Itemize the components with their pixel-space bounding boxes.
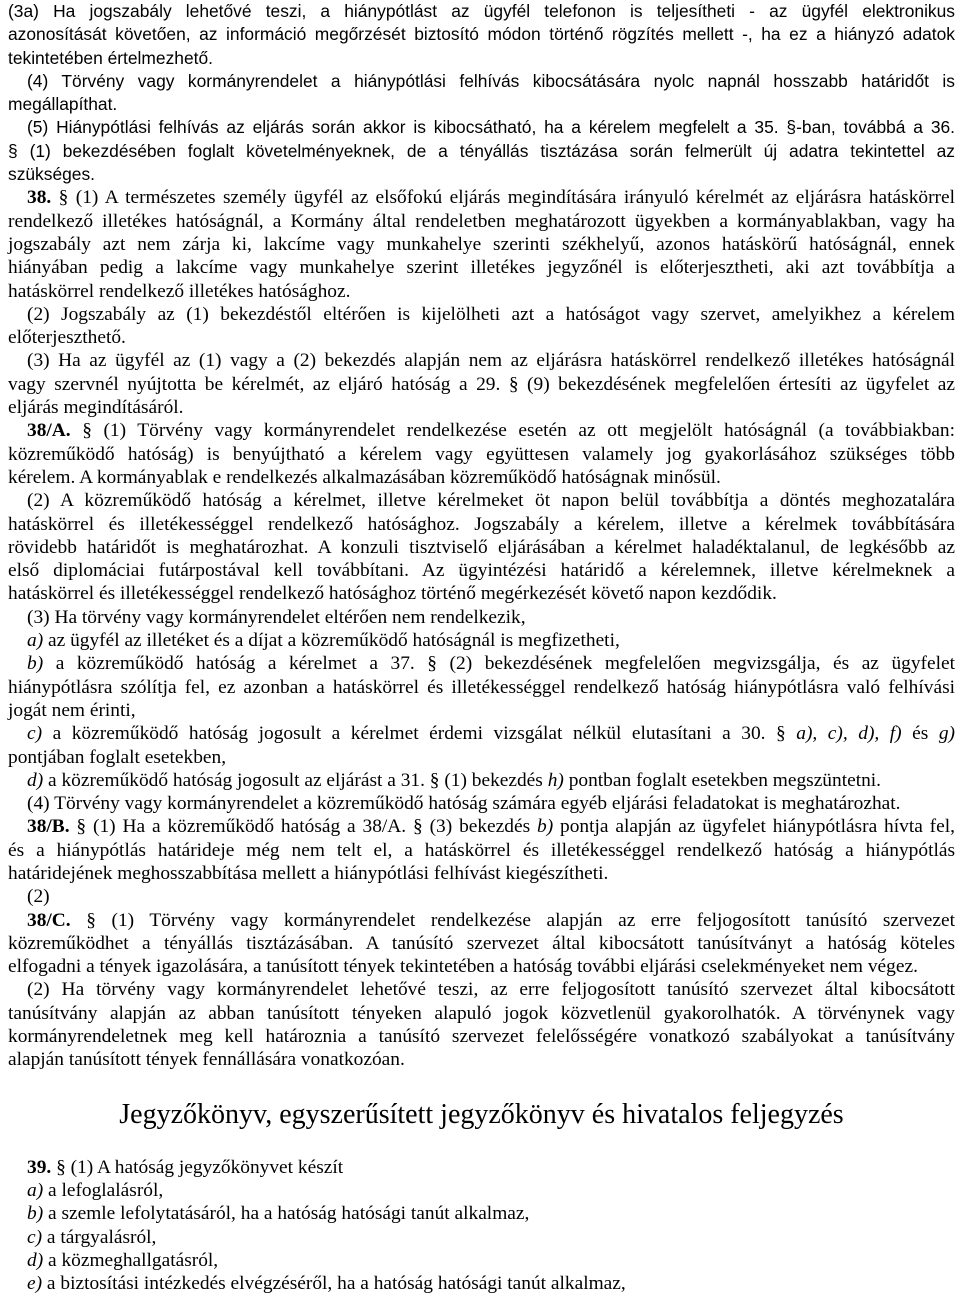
text-line	[8, 233, 955, 256]
text-line	[8, 746, 955, 769]
paragraph	[8, 606, 955, 629]
text-run: (2) Jogszabály az (1) bekezdéstől eltérően is kijelölheti azt a hatóságot vagy szervet, amelyikhez a kérelem	[27, 303, 955, 325]
point-label: c)	[27, 723, 43, 745]
text-run: (4) Törvény vagy kormányrendelet a hiánypótlási felhívás kibocsátására nyolc napnál hosszabb határidőt is	[27, 70, 955, 91]
point-label: a)	[27, 1179, 44, 1201]
text-run: pontban foglalt esetekben megszüntetni.	[563, 769, 882, 791]
paragraph	[8, 70, 955, 117]
text-run: (5) Hiánypótlási felhívás az eljárás során akkor is kibocsátható, ha a kérelem megfelelt a 35. §-ban, továbbá a 36.	[27, 117, 955, 138]
provisions-38-to-38c	[8, 186, 955, 1071]
text-run: szükséges.	[8, 164, 95, 185]
text-run: § (1) Törvény vagy kormányrendelet rendelkezése alapján az erre feljogosított tanúsító szervezet	[70, 909, 955, 931]
text-line	[8, 955, 955, 978]
text-run: a szemle lefolytatásáról, ha a hatóság hatósági tanút alkalmaz,	[43, 1203, 530, 1225]
text-line	[8, 885, 955, 908]
text-run: a közreműködő hatóság a kérelmet a 37. § (2) bekezdésének megfelelően megvizsgálja, és az ügyfelet	[43, 653, 955, 675]
paragraph	[8, 792, 955, 815]
text-line	[8, 1002, 955, 1025]
text-line	[8, 396, 955, 419]
text-line	[8, 1179, 955, 1202]
text-run: kormányrendeletnek meg kell határoznia a tanúsító szervezet felelősségére vonatkozó szabályokat a tanúsítvány	[8, 1026, 955, 1048]
text-run: kérelem. A kormányablak e rendelkezés alkalmazásában közreműködő hatóságnak minősül.	[8, 466, 721, 488]
text-line	[8, 47, 955, 70]
text-line	[8, 489, 955, 512]
point-label: d)	[27, 769, 44, 791]
point-label: g)	[938, 723, 955, 745]
text-line	[8, 1025, 955, 1048]
text-run: alapján tanúsított tények fennállására vonatkozóan.	[8, 1049, 405, 1071]
text-line	[8, 1048, 955, 1071]
paragraph	[8, 349, 955, 419]
text-run: hatáskörrel és illetékességgel rendelkező hatósághoz. Jogszabály a kérelem, illetve a kérelmek továbbítására	[8, 513, 955, 535]
text-run: jogszabály azt nem zárja ki, lakcíme vagy munkahelye szerinti székhelyű, azonos hatáskörű hatóságnál, ennek	[8, 233, 955, 255]
text-line	[8, 186, 955, 209]
section-number: 39.	[27, 1156, 52, 1178]
point-label: h)	[547, 769, 564, 791]
text-line	[8, 349, 955, 372]
paragraph	[8, 978, 955, 1071]
paragraph	[8, 116, 955, 186]
text-line	[8, 513, 955, 536]
text-line	[8, 210, 955, 233]
text-line	[8, 815, 955, 838]
text-run: vagy szervnél nyújtotta be kérelmét, az eljáró hatóság a 29. § (9) bekezdésének megfelelően értesíti az ügyfelet az	[8, 373, 955, 395]
text-line	[8, 932, 955, 955]
text-run: az ügyfél az illetéket és a díjat a közreműködő hatóságnál is megfizetheti,	[43, 630, 620, 652]
text-line	[8, 70, 955, 93]
paragraph	[8, 1179, 955, 1202]
text-run: hiánypótlásra szólítja fel, ez azonban a hatáskörrel és illetékességgel rendelkező hatóság hiánypótlásra való felhívási	[8, 676, 955, 698]
text-run: a lefoglalásról,	[43, 1179, 164, 1201]
text-line	[8, 652, 955, 675]
text-run: (2)	[27, 886, 50, 908]
point-label: a), c), d), f)	[796, 723, 902, 745]
document-page	[8, 0, 955, 1295]
text-run: § (1) A hatóság jegyzőkönyvet készít	[51, 1156, 344, 1178]
text-line	[8, 303, 955, 326]
text-run: (3a) Ha jogszabály lehetővé teszi, a hiánypótlást az ügyfél telefonon is teljesítheti - az ügyfél elektronikus	[8, 1, 955, 21]
text-line	[8, 839, 955, 862]
text-line	[8, 326, 955, 349]
text-line	[8, 862, 955, 885]
text-run: eljárás megindításáról.	[8, 397, 184, 419]
text-line	[8, 1202, 955, 1225]
text-run: (4) Törvény vagy kormányrendelet a közreműködő hatóság számára egyéb eljárási feladatokat is meghatározhat.	[27, 793, 901, 815]
text-run: és a hiánypótlás határideje még nem telt el, a hatáskörrel és illetékességgel rendelkező hatóság a hiánypótlás	[8, 839, 955, 861]
text-line	[8, 140, 955, 163]
text-run: és	[901, 723, 939, 745]
section-number: 38.	[27, 187, 52, 209]
point-label: d)	[27, 1249, 44, 1271]
paragraph	[8, 885, 955, 908]
text-run: tekintetében értelmezhető.	[8, 47, 213, 68]
paragraph	[8, 0, 955, 70]
text-run: a közmeghallgatásról,	[43, 1249, 219, 1271]
paragraph	[8, 652, 955, 722]
point-label: e)	[27, 1273, 43, 1295]
text-run: (2) Ha törvény vagy kormányrendelet lehetővé teszi, az erre feljogosított tanúsító szervezet által kibocsátott	[27, 979, 955, 1001]
text-run: § (1) Ha a közreműködő hatóság a 38/A. § (3) bekezdés	[69, 816, 537, 838]
text-run: pontja alapján az ügyfelet hiánypótlásra hívta fel,	[553, 816, 955, 838]
paragraph	[8, 303, 955, 350]
text-line	[8, 93, 955, 116]
paragraph	[8, 629, 955, 652]
text-line	[8, 676, 955, 699]
text-line	[8, 116, 955, 139]
text-run: hiányában pedig a lakcíme vagy munkahelye szerint illetékes jegyzőnél is előterjesztheti, aki azt továbbítja a	[8, 257, 955, 279]
paragraph	[8, 722, 955, 769]
text-run: azonosítását követően, az információ megőrzését biztosító módon történő rögzítés mellett -, ha ez a hiányzó adatok	[8, 24, 955, 45]
text-line	[8, 1226, 955, 1249]
text-run: rövidebb határidőt is meghatározhat. A konzuli tisztviselő eljárásában a kérelmet haladéktalanul, de legkésőbb az	[8, 536, 955, 558]
text-run: (3) Ha törvény vagy kormányrendelet eltérően nem rendelkezik,	[27, 606, 526, 628]
text-run: a közreműködő hatóság jogosult az eljárást a 31. § (1) bekezdés	[43, 769, 548, 791]
text-line	[8, 1156, 955, 1179]
text-run: határidejének meghosszabbítása mellett a hiánypótlási felhívást kiegészítheti.	[8, 862, 609, 884]
text-run: jogát nem érinti,	[8, 699, 136, 721]
text-run: előterjeszthető.	[8, 327, 126, 349]
text-run: (3) Ha az ügyfél az (1) vagy a (2) bekezdés alapján nem az eljárásra hatáskörrel rendelkező illetékes hatóságnál	[27, 350, 955, 372]
text-line	[8, 792, 955, 815]
text-line	[8, 699, 955, 722]
text-line	[8, 419, 955, 442]
paragraph	[8, 186, 955, 302]
text-line	[8, 256, 955, 279]
paragraph	[8, 489, 955, 605]
text-run: a biztosítási intézkedés elvégzéséről, ha a hatóság hatósági tanút alkalmaz,	[42, 1273, 626, 1295]
text-line	[8, 0, 955, 23]
text-run: hatáskörrel és illetékességgel rendelkező hatósághoz történő megérkezését követő napon kezdődik.	[8, 583, 777, 605]
text-line	[8, 722, 955, 745]
text-run: hatáskörrel rendelkező illetékes hatósághoz.	[8, 280, 351, 302]
text-run: a közreműködő hatóság jogosult a kérelmet érdemi vizsgálat nélkül elutasítani a 30. §	[42, 723, 797, 745]
provisions-39	[8, 1156, 955, 1296]
paragraph	[8, 1226, 955, 1249]
text-run: § (1) Törvény vagy kormányrendelet rendelkezése esetén az ott megjelölt hatóságnál (a továbbiakban:	[70, 420, 955, 442]
text-line	[8, 536, 955, 559]
text-line	[8, 559, 955, 582]
text-line	[8, 606, 955, 629]
point-label: b)	[27, 653, 44, 675]
paragraph	[8, 1272, 955, 1295]
paragraph	[8, 769, 955, 792]
text-line	[8, 1272, 955, 1295]
text-line	[8, 23, 955, 46]
section-number: 38/B.	[27, 816, 70, 838]
text-run: (2) A közreműködő hatóság a kérelmet, illetve kérelmeket öt napon belül továbbítja a döntés meghozatalára	[27, 490, 955, 512]
text-line	[8, 629, 955, 652]
text-line	[8, 909, 955, 932]
point-label: b)	[27, 1203, 44, 1225]
paragraph	[8, 1202, 955, 1225]
text-line	[8, 443, 955, 466]
text-line	[8, 1249, 955, 1272]
text-line	[8, 582, 955, 605]
text-run: közreműködhet a tényállás tisztázásában. A tanúsító szervezet által kibocsátott tanúsítványt a hatóság köteles	[8, 932, 955, 954]
text-run: rendelkező illetékes hatóságnál, a Kormány által rendeletben meghatározott ügyekben a kormányablakban, vagy ha	[8, 210, 955, 232]
text-line	[8, 466, 955, 489]
text-run: pontjában foglalt esetekben,	[8, 746, 227, 768]
text-run: § (1) A természetes személy ügyfél az elsőfokú eljárás megindítására irányuló kérelmét az eljárásra hatáskörrel	[51, 187, 955, 209]
section-number: 38/A.	[27, 420, 71, 442]
text-run: első diplomáciai futárpostával kell továbbítani. Az ügyintézési határidő a kérelemnek, illetve kérelmeknek a	[8, 560, 955, 582]
text-run: közreműködő hatóság) is benyújtható a kérelem vagy együttesen valamely jog gyakorlásához szükséges több	[8, 443, 955, 465]
paragraph	[8, 815, 955, 885]
paragraph	[8, 1156, 955, 1179]
paragraph	[8, 419, 955, 489]
text-line	[8, 769, 955, 792]
point-label: b)	[537, 816, 554, 838]
section-number: 38/C.	[27, 909, 71, 931]
section-heading: Jegyzőkönyv, egyszerűsített jegyzőkönyv és hivatalos feljegyzés	[119, 1098, 844, 1130]
text-line	[8, 978, 955, 1001]
provisions-3a-to-5	[8, 0, 955, 186]
paragraph	[8, 909, 955, 979]
text-line	[8, 280, 955, 303]
point-label: c)	[27, 1226, 43, 1248]
paragraph	[8, 1249, 955, 1272]
point-label: a)	[27, 630, 44, 652]
text-line	[8, 163, 955, 186]
text-run: § (1) bekezdésében foglalt követelményeknek, de a tényállás tisztázása során felmerült új adatra tekintettel az	[8, 140, 955, 161]
text-line	[8, 373, 955, 396]
text-run: a tárgyalásról,	[42, 1226, 157, 1248]
text-run: elfogadni a tények igazolására, a tanúsított tények tekintetében a hatóság további eljárási cselekményeket nem végez.	[8, 956, 918, 978]
text-run: megállapíthat.	[8, 94, 118, 115]
text-run: tanúsítvány alapján az abban tanúsított tényeken alapuló jogok közvetlenül gyakorolhatók. A törvénynek vagy	[8, 1002, 955, 1024]
